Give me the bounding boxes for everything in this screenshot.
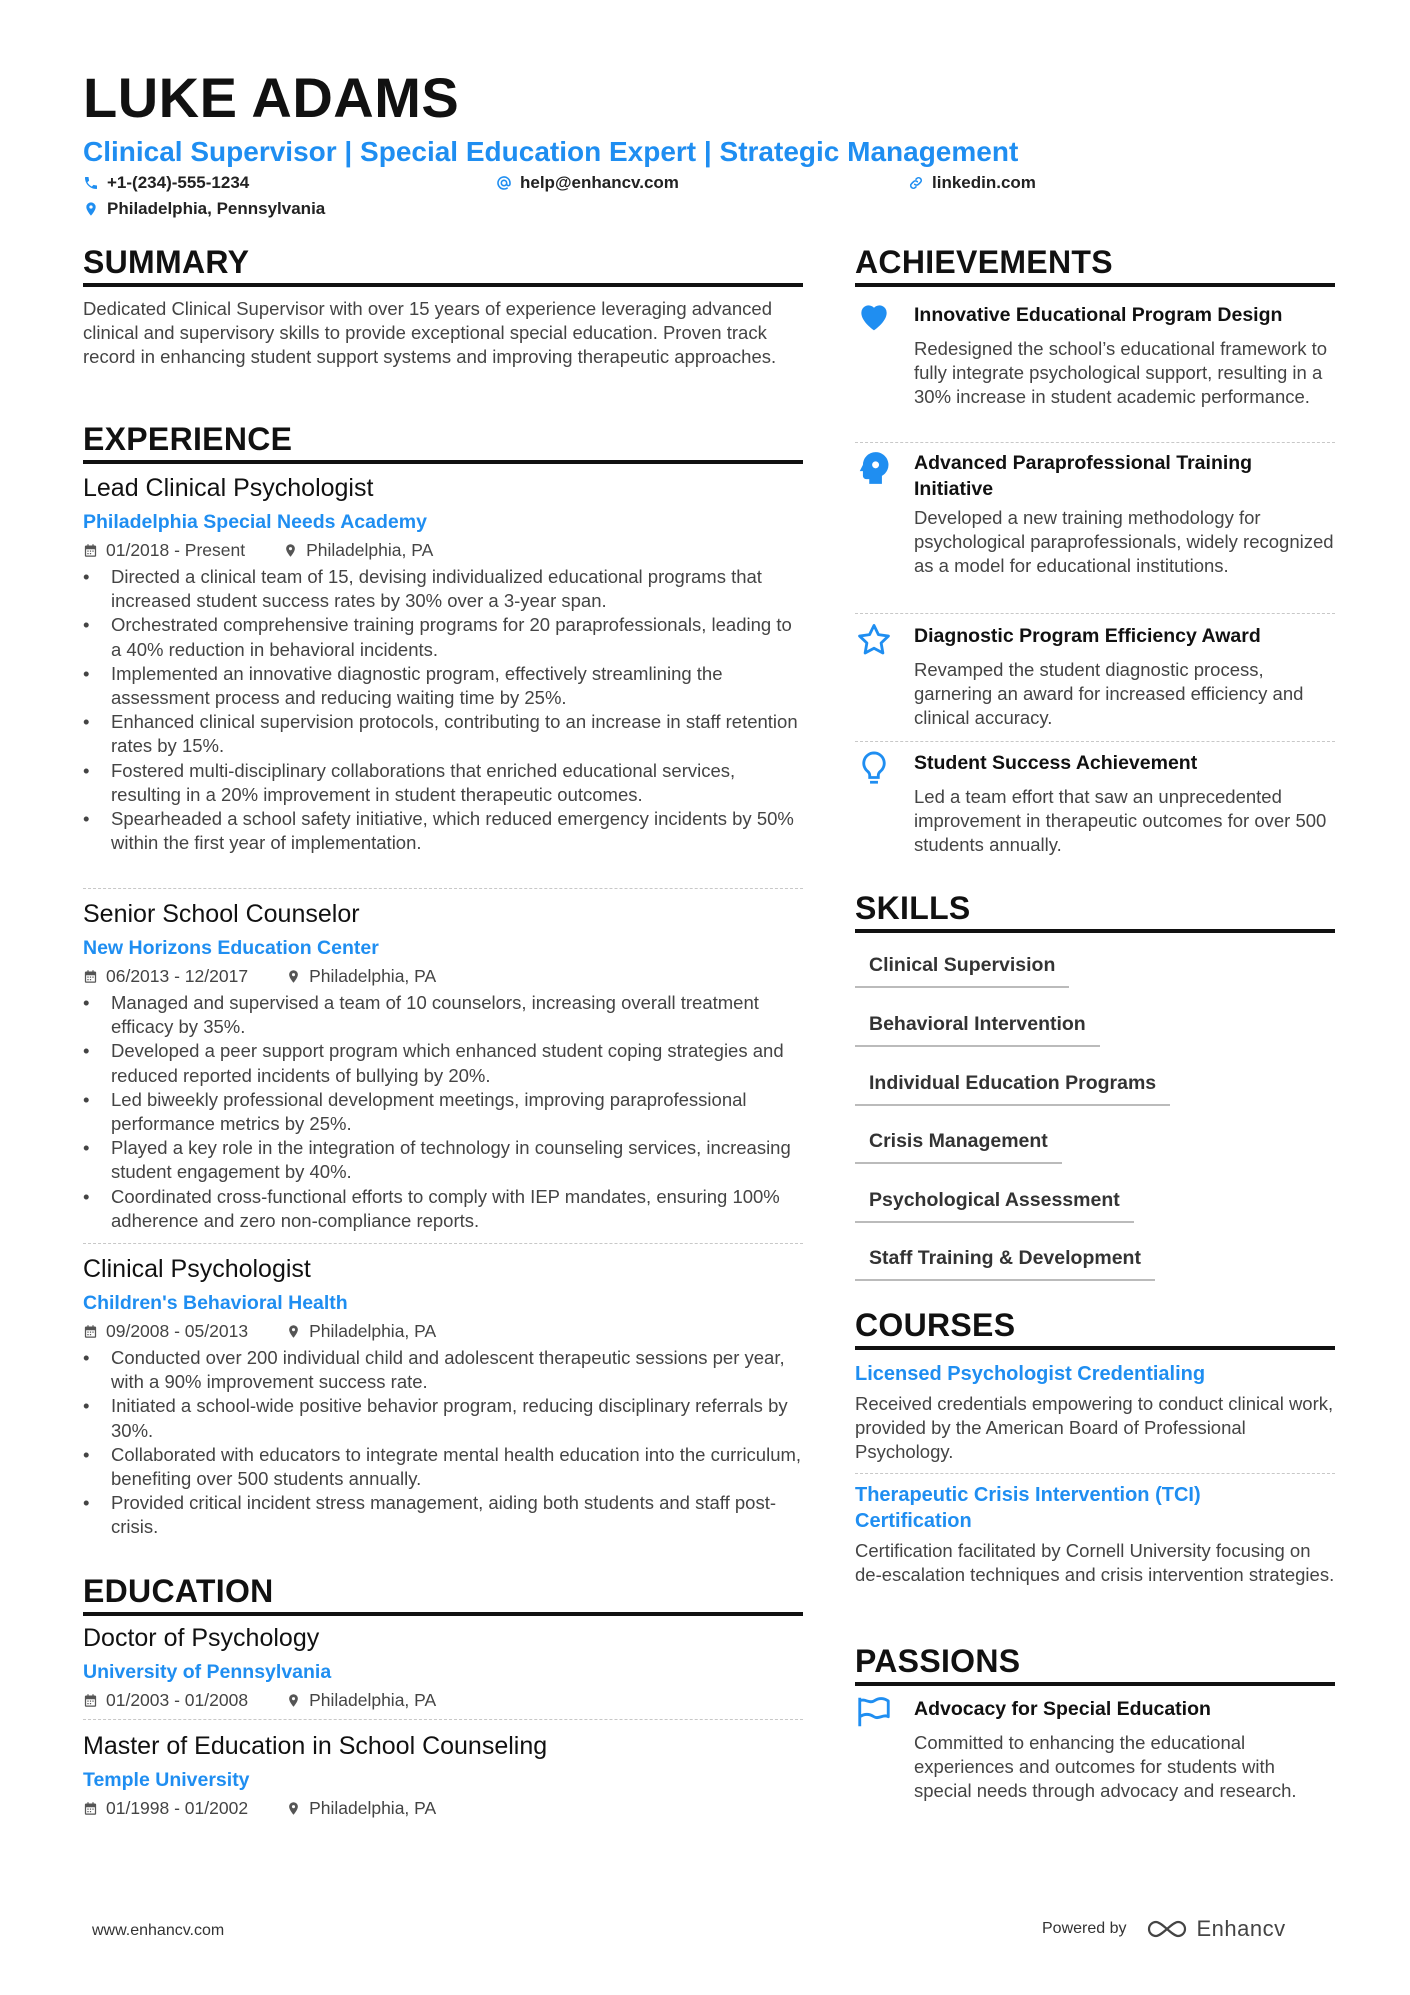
- achievement-title: Innovative Educational Program Design: [914, 304, 1283, 326]
- passions-heading: PASSIONS: [855, 1643, 1021, 1679]
- location-pin-icon: [286, 1693, 301, 1708]
- course-desc: Certification facilitated by Cornell University focusing on de-escalation techniques and crisis intervention strategies.: [855, 1540, 1335, 1586]
- education-location: Philadelphia, PA: [309, 1690, 437, 1710]
- job-bullets: [83, 1346, 803, 1540]
- education-divider: [83, 1719, 803, 1720]
- skill-tag: Psychological Assessment: [855, 1187, 1134, 1223]
- education-dates: 01/1998 - 01/2002: [106, 1798, 249, 1818]
- calendar-icon: [83, 543, 98, 558]
- job-dates: 09/2008 - 05/2013: [106, 1321, 249, 1341]
- powered-by-text: Powered by: [1042, 1920, 1127, 1937]
- job-meta: [83, 965, 803, 987]
- star-icon: [855, 621, 893, 659]
- achievement-desc: Revamped the student diagnostic process, garnering an award for increased efficiency and clinical accuracy.: [914, 659, 1304, 729]
- achievements-rule: [855, 283, 1335, 287]
- education-meta: [83, 1689, 803, 1711]
- contact-location: [83, 199, 325, 219]
- location-pin-icon: [286, 969, 301, 984]
- footer-website[interactable]: www.enhancv.com: [92, 1922, 225, 1939]
- job-bullets: [83, 991, 803, 1233]
- job-dates: 01/2018 - Present: [106, 540, 246, 560]
- bullet-item: • Managed and supervised a team of 10 counselors, increasing overall treatment efficacy by 35%.: [83, 991, 803, 1039]
- lightbulb-icon: [855, 749, 893, 787]
- job-entry: [83, 899, 803, 1233]
- contact-phone[interactable]: [83, 173, 249, 193]
- achievement-title: Advanced Paraprofessional Training Initiative: [914, 452, 1253, 500]
- job-title: Lead Clinical Psychologist: [83, 474, 374, 502]
- job-divider: [83, 1243, 803, 1244]
- course-title: Licensed Psychologist Credentialing: [855, 1363, 1206, 1385]
- job-meta: [83, 539, 803, 561]
- achievement-divider: [855, 741, 1335, 742]
- school-name: Temple University: [83, 1769, 250, 1791]
- heart-icon: [855, 297, 893, 335]
- calendar-icon: [83, 1324, 98, 1339]
- passions-rule: [855, 1682, 1335, 1686]
- achievement-desc: Developed a new training methodology for psychological paraprofessionals, widely recognized as a model for educational institutions.: [914, 507, 1334, 577]
- calendar-icon: [83, 1693, 98, 1708]
- experience-rule: [83, 460, 803, 464]
- passion-title: Advocacy for Special Education: [914, 1698, 1211, 1720]
- skill-tag: Behavioral Intervention: [855, 1011, 1100, 1047]
- headline: Clinical Supervisor | Special Education Expert | Strategic Management: [83, 136, 1019, 167]
- head-icon: [855, 449, 893, 487]
- job-title: Senior School Counselor: [83, 900, 360, 928]
- calendar-icon: [83, 1801, 98, 1816]
- skill-tag: Clinical Supervision: [855, 952, 1069, 988]
- contact-linkedin[interactable]: [908, 173, 1036, 193]
- location-pin-icon: [286, 1801, 301, 1816]
- phone-text: +1-(234)-555-1234: [107, 173, 250, 192]
- experience-heading: EXPERIENCE: [83, 421, 293, 457]
- linkedin-text: linkedin.com: [932, 173, 1036, 192]
- summary-rule: [83, 283, 803, 287]
- achievement-divider: [855, 442, 1335, 443]
- location-pin-icon: [286, 1324, 301, 1339]
- bullet-item: • Developed a peer support program which enhanced student coping strategies and reduced reported incidents of bullying by 20%.: [83, 1039, 803, 1087]
- education-heading: EDUCATION: [83, 1573, 274, 1609]
- course-title: Therapeutic Crisis Intervention (TCI) Certification: [855, 1484, 1201, 1532]
- infinity-icon: [1145, 1918, 1189, 1940]
- achievement-title: Diagnostic Program Efficiency Award: [914, 625, 1261, 647]
- at-icon: [496, 175, 512, 191]
- skills-rule: [855, 929, 1335, 933]
- degree-title: Master of Education in School Counseling: [83, 1732, 548, 1760]
- courses-heading: COURSES: [855, 1307, 1016, 1343]
- job-title: Clinical Psychologist: [83, 1255, 311, 1283]
- job-bullets: [83, 565, 803, 855]
- job-divider: [83, 888, 803, 889]
- enhancv-logo[interactable]: [1145, 1916, 1286, 1942]
- job-location: Philadelphia, PA: [306, 540, 434, 560]
- bullet-item: • Collaborated with educators to integrate mental health education into the curriculum, benefiting over 500 students annually.: [83, 1443, 803, 1491]
- footer-powered: [1042, 1916, 1286, 1942]
- job-entry: [83, 473, 803, 855]
- bullet-item: • Spearheaded a school safety initiative, which reduced emergency incidents by 50% within the first year of implementation.: [83, 807, 803, 855]
- course-divider: [855, 1473, 1335, 1474]
- location-pin-icon: [83, 201, 99, 217]
- email-text: help@enhancv.com: [520, 173, 679, 192]
- contact-email[interactable]: [496, 173, 679, 193]
- job-entry: [83, 1254, 803, 1540]
- skill-tag: Crisis Management: [855, 1128, 1062, 1164]
- location-pin-icon: [283, 543, 298, 558]
- calendar-icon: [83, 969, 98, 984]
- phone-icon: [83, 175, 99, 191]
- bullet-item: • Implemented an innovative diagnostic program, effectively streamlining the assessment process and reducing waiting time by 25%.: [83, 662, 803, 710]
- school-name: University of Pennsylvania: [83, 1661, 332, 1683]
- achievements-heading: ACHIEVEMENTS: [855, 244, 1113, 280]
- job-location: Philadelphia, PA: [309, 1321, 437, 1341]
- education-meta: [83, 1797, 803, 1819]
- job-company: Children's Behavioral Health: [83, 1292, 348, 1314]
- brand-name: Enhancv: [1196, 1916, 1286, 1941]
- achievement-desc: Redesigned the school’s educational framework to fully integrate psychological support, resulting in a 30% increase in student academic performance.: [914, 338, 1328, 408]
- skill-tag: Individual Education Programs: [855, 1070, 1170, 1106]
- passion-desc: Committed to enhancing the educational experiences and outcomes for students with special needs through advocacy and research.: [914, 1732, 1297, 1802]
- bullet-item: • Conducted over 200 individual child and adolescent therapeutic sessions per year, with a 90% improvement success rate.: [83, 1346, 803, 1394]
- candidate-name: LUKE ADAMS: [83, 66, 460, 129]
- summary-text: Dedicated Clinical Supervisor with over 15 years of experience leveraging advanced clinical and supervisory skills to provide exceptional special education. Proven track record in enhancing student support systems and improving therapeutic approaches.: [83, 298, 777, 367]
- job-company: Philadelphia Special Needs Academy: [83, 511, 427, 533]
- achievement-desc: Led a team effort that saw an unprecedented improvement in therapeutic outcomes for over 500 students annually.: [914, 786, 1327, 856]
- location-text: Philadelphia, Pennsylvania: [107, 199, 326, 218]
- bullet-item: • Initiated a school-wide positive behavior program, reducing disciplinary referrals by 30%.: [83, 1394, 803, 1442]
- education-location: Philadelphia, PA: [309, 1798, 437, 1818]
- bullet-item: • Led biweekly professional development meetings, improving paraprofessional performance metrics by 25%.: [83, 1088, 803, 1136]
- job-dates: 06/2013 - 12/2017: [106, 966, 249, 986]
- bullet-item: • Directed a clinical team of 15, devising individualized educational programs that increased student success rates by 30% over a 3-year span.: [83, 565, 803, 613]
- education-dates: 01/2003 - 01/2008: [106, 1690, 249, 1710]
- bullet-item: • Enhanced clinical supervision protocols, contributing to an increase in staff retention rates by 15%.: [83, 710, 803, 758]
- bullet-item: • Provided critical incident stress management, aiding both students and staff post-crisis.: [83, 1491, 803, 1539]
- course-desc: Received credentials empowering to conduct clinical work, provided by the American Board of Professional Psychology.: [855, 1393, 1334, 1463]
- bullet-item: • Coordinated cross-functional efforts to comply with IEP mandates, ensuring 100% adherence and zero non-compliance reports.: [83, 1185, 803, 1233]
- job-company: New Horizons Education Center: [83, 937, 379, 959]
- summary-heading: SUMMARY: [83, 244, 250, 280]
- education-entry: [83, 1623, 803, 1711]
- degree-title: Doctor of Psychology: [83, 1624, 320, 1652]
- flag-icon: [855, 1693, 893, 1731]
- education-entry: [83, 1731, 803, 1819]
- link-icon: [908, 175, 924, 191]
- achievement-divider: [855, 613, 1335, 614]
- job-meta: [83, 1320, 803, 1342]
- courses-rule: [855, 1346, 1335, 1350]
- bullet-item: • Fostered multi-disciplinary collaborations that enriched educational services, resulting in a 20% improvement in student therapeutic outcomes.: [83, 759, 803, 807]
- bullet-item: • Orchestrated comprehensive training programs for 20 paraprofessionals, leading to a 40% reduction in behavioral incidents.: [83, 613, 803, 661]
- achievement-title: Student Success Achievement: [914, 752, 1198, 774]
- bullet-item: • Played a key role in the integration of technology in counseling services, increasing student engagement by 40%.: [83, 1136, 803, 1184]
- education-rule: [83, 1612, 803, 1616]
- skill-tag: Staff Training & Development: [855, 1245, 1155, 1281]
- skills-heading: SKILLS: [855, 890, 971, 926]
- job-location: Philadelphia, PA: [309, 966, 437, 986]
